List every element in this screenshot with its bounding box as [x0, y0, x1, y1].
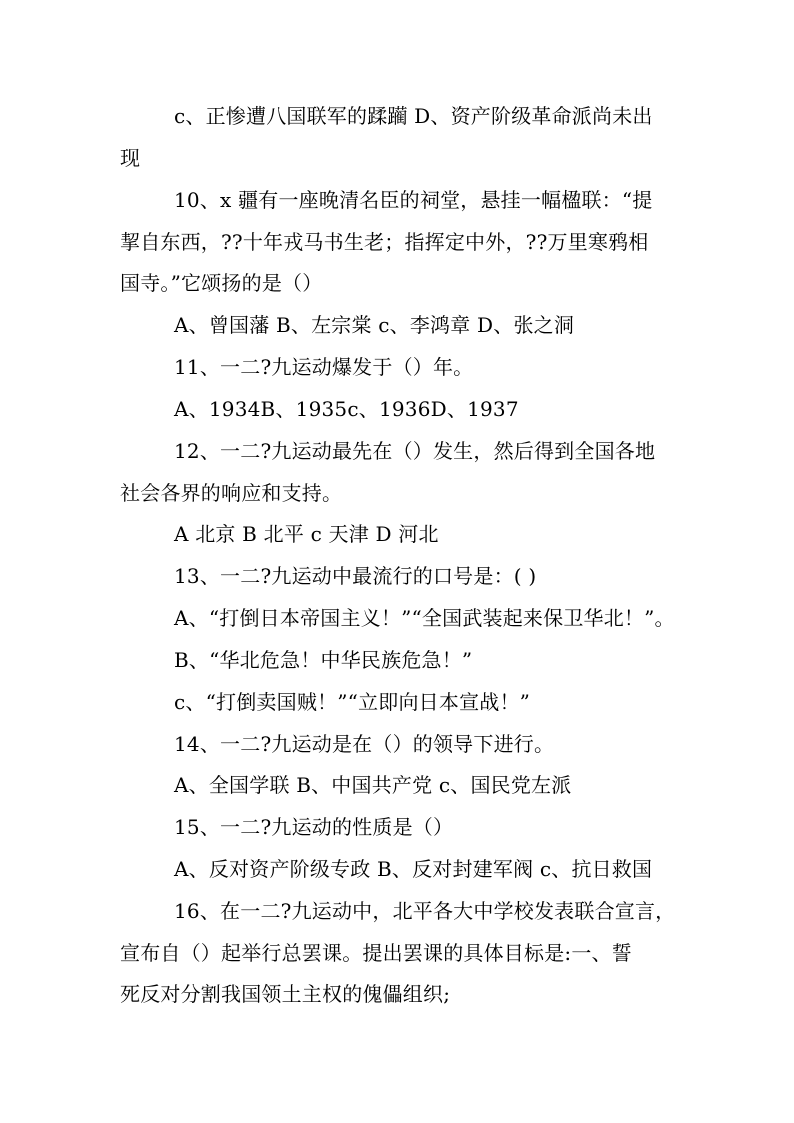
text-line: 15、一二?九运动的性质是（） [174, 815, 454, 839]
text-line: 16、在一二?九运动中，北平各大中学校发表联合宣言， [174, 899, 676, 923]
text-line: A、曾国藩 B、左宗棠 c、李鸿章 D、张之洞 [174, 313, 575, 337]
text-line: 宣布自（）起举行总罢课。提出罢课的具体目标是:一、誓 [120, 941, 632, 965]
text-line: 社会各界的响应和支持。 [120, 481, 343, 505]
text-line: A、“打倒日本帝国主义！”“全国武装起来保卫华北！”。 [174, 606, 675, 630]
text-line: A、全国学联 B、中国共产党 c、国民党左派 [174, 773, 572, 797]
text-line: A、反对资产阶级专政 B、反对封建军阀 c、抗日救国 [174, 857, 653, 881]
text-line: B、“华北危急！中华民族危急！” [174, 648, 473, 672]
text-line: 挈自东西，??十年戎马书生老；指挥定中外，??万里寒鸦相 [120, 230, 649, 254]
text-line: 现 [120, 146, 141, 170]
text-line: 13、一二?九运动中最流行的口号是：( ) [174, 564, 537, 588]
text-line: 14、一二?九运动是在（）的领导下进行。 [174, 732, 555, 756]
text-line: 死反对分割我国领土主权的傀儡组织; [120, 982, 451, 1006]
text-line: A 北京 B 北平 c 天津 D 河北 [174, 522, 439, 546]
text-line: A、1934B、1935c、1936D、1937 [174, 397, 519, 421]
text-line: 11、一二?九运动爆发于（）年。 [174, 355, 474, 379]
text-line: c、“打倒卖国贼！”“立即向日本宣战！” [174, 690, 531, 714]
text-line: 10、x 疆有一座晚清名臣的祠堂，悬挂一幅楹联：“提 [174, 188, 653, 212]
text-line: 12、一二?九运动最先在（）发生，然后得到全国各地 [174, 439, 656, 463]
text-line: c、正惨遭八国联军的蹂躏 D、资产阶级革命派尚未出 [174, 104, 653, 128]
text-line: 国寺。”它颂扬的是（） [120, 271, 323, 295]
